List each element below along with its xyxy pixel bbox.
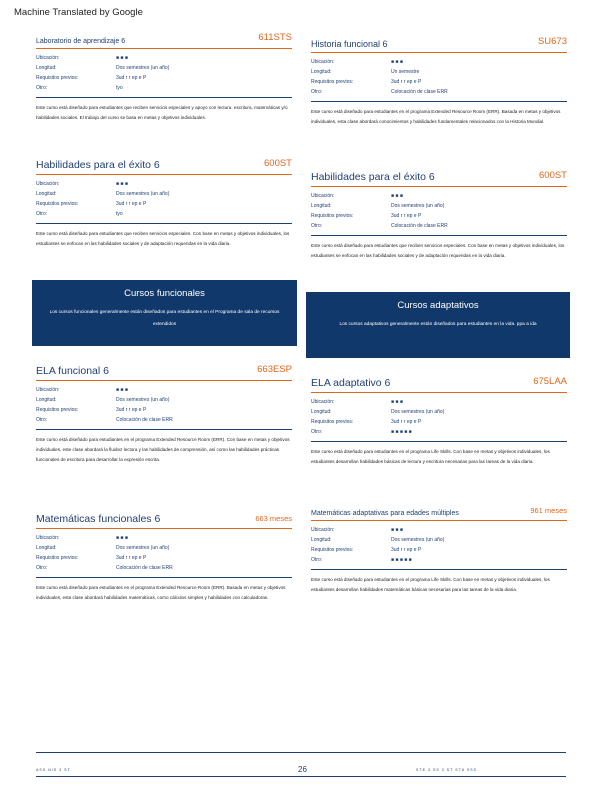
location-value: ■ ■ ■ (391, 193, 403, 199)
location-label: Ubicación: (36, 535, 60, 541)
panel-text: Los cursos adaptativos generalmente están diseñados para estudiantes en la vida. ppa a ida (339, 322, 537, 327)
course-info (311, 191, 567, 236)
course-header (36, 158, 292, 175)
course-code: 675LAA (533, 376, 567, 387)
location-label: Ubicación: (311, 399, 335, 405)
course-lab (36, 32, 292, 123)
course-info (311, 57, 567, 102)
course-code: 611STS (258, 32, 292, 43)
course-header (311, 504, 567, 521)
other-label: Otro: (311, 557, 323, 563)
location-value: ■ ■ ■ (391, 399, 403, 405)
adaptive-courses-panel (306, 292, 570, 358)
other-label: Otro: (36, 85, 48, 91)
course-info (311, 525, 567, 570)
course-header (36, 512, 292, 529)
machine-translation-banner: Machine Translated by Google (14, 7, 143, 18)
prereq-value: 3ud r r ep e P (391, 419, 422, 425)
other-value: Colocación de clase ERR (116, 565, 173, 571)
length-value: Un semestre (391, 69, 420, 75)
footer-rule-top (36, 752, 566, 753)
prereq-value: 3ud r r ep e P (116, 407, 147, 413)
panel-title: Cursos funcionales (124, 288, 205, 299)
length-label: Longitud: (311, 203, 332, 209)
length-label: Longitud: (311, 69, 332, 75)
functional-courses-panel (32, 280, 297, 346)
prereq-value: 3ud r r ep e P (391, 213, 422, 219)
other-value: Colocación de clase ERR (391, 89, 448, 95)
other-value: ■ ■ ■ ■ ■ (391, 429, 412, 435)
other-label: Otro: (311, 89, 323, 95)
course-info (36, 179, 292, 224)
course-ela-functional (36, 364, 292, 465)
other-value: Colocación de clase ERR (116, 417, 173, 423)
footer-right-text: STE 3 SS 3 ST ST8 SSS (416, 768, 478, 772)
course-code: 663ESP (257, 364, 292, 375)
course-info (36, 53, 292, 98)
course-header (311, 36, 567, 53)
location-value: ■ ■ ■ (116, 387, 128, 393)
course-description: Este curso está diseñado para estudiantes en el programa Extended Resource Room (ERR). Con base en metas y objetivos individuales, este clase abordará la fluidez lectora y las habilidades de comprensión, así como las habilidades prácticas funcionales de escritura para desarrollar la expresión escrita. (36, 437, 290, 462)
prereq-label: Requisitos previos: (311, 213, 354, 219)
course-info (36, 533, 292, 578)
panel-text: Los cursos funcionales generalmente están diseñados para estudiantes en el Programa de sala de recursos extendidos (49, 310, 280, 327)
location-label: Ubicación: (311, 193, 335, 199)
length-label: Longitud: (311, 409, 332, 415)
course-code: 961 meses (530, 506, 567, 515)
location-value: ■ ■ ■ (116, 181, 128, 187)
course-description: Este curso está diseñado para estudiantes en el programa Life Skills. Con base en metas y objetivos individuales, los estudiantes desarrollan habilidades matemáticas básicas necesarias para las tareas de la vida diaria. (311, 577, 550, 592)
course-skills-right (311, 170, 567, 261)
course-header (311, 376, 567, 393)
course-header (311, 170, 567, 187)
course-code: SU673 (537, 36, 567, 47)
course-description: Este curso está diseñado para estudiantes que reciben servicios especiales. Con base en metas y objetivos individuales, los estudiantes se enfocan en las habilidades sociales y de adaptación requeridas en la vida diaria. (311, 243, 565, 258)
location-label: Ubicación: (36, 387, 60, 393)
course-description: Este curso está diseñado para estudiantes en el programa Extended Resource Room (ERR). Basada en metas y objetivos individuales, esta clase abordará habilidades matemáticas, como cálculos simples y habilidades con calculadoras. (36, 585, 286, 600)
other-label: Otro: (36, 565, 48, 571)
course-info (311, 397, 567, 442)
location-value: ■ ■ ■ (116, 55, 128, 61)
length-value: Dos semestres (un año) (391, 203, 445, 209)
course-title: Historia funcional 6 (311, 39, 388, 49)
other-label: Otro: (36, 211, 48, 217)
course-title: Matemáticas adaptativas para edades múltiples (311, 510, 459, 517)
course-skills-left (36, 158, 292, 249)
other-value: Colocación de clase ERR (391, 223, 448, 229)
course-code: 600ST (264, 158, 292, 169)
length-value: Dos semestres (un año) (391, 537, 445, 543)
length-label: Longitud: (36, 545, 57, 551)
prereq-value: 3ud r r ep e P (116, 75, 147, 81)
course-title: Laboratorio de aprendizaje 6 (36, 38, 126, 45)
prereq-value: 3ud r r ep e P (116, 201, 147, 207)
panel-title: Cursos adaptativos (397, 300, 479, 311)
course-math-adaptive (311, 504, 567, 595)
other-value: tyo (116, 211, 123, 217)
prereq-value: 3ud r r ep e P (391, 547, 422, 553)
course-ela-adaptive (311, 376, 567, 467)
length-label: Longitud: (36, 65, 57, 71)
course-header (36, 364, 292, 381)
other-label: Otro: (36, 417, 48, 423)
length-value: Dos semestres (un año) (116, 397, 170, 403)
course-math-functional (36, 512, 292, 603)
course-header (36, 32, 292, 49)
prereq-label: Requisitos previos: (311, 79, 354, 85)
course-info (36, 385, 292, 430)
location-label: Ubicación: (36, 181, 60, 187)
prereq-label: Requisitos previos: (311, 547, 354, 553)
course-code: 663 meses (255, 514, 292, 523)
course-description: Este curso está diseñado para estudiantes en el programa Life Skills. Con base en metas y objetivos individuales, los estudiantes desarrollan habilidades básicas de lectura y escritura necesarias para las tareas de la vida diaria. (311, 449, 550, 464)
length-label: Longitud: (311, 537, 332, 543)
course-title: Habilidades para el éxito 6 (36, 159, 160, 171)
location-label: Ubicación: (311, 59, 335, 65)
course-title: ELA adaptativo 6 (311, 377, 391, 389)
location-label: Ubicación: (36, 55, 60, 61)
prereq-label: Requisitos previos: (36, 555, 79, 561)
footer-rule-bottom (36, 776, 566, 777)
location-value: ■ ■ ■ (391, 527, 403, 533)
prereq-label: Requisitos previos: (36, 201, 79, 207)
other-value: tyo (116, 85, 123, 91)
other-label: Otro: (311, 223, 323, 229)
length-value: Dos semestres (un año) (116, 65, 170, 71)
course-description: Este curso está diseñado para estudiantes en el programa Extended Resource Room (ERR). Basada en metas y objetivos individuales, esta clase abordará conocimientos y habilidades fundamentales relacionados con la Historia Mundial. (311, 109, 561, 124)
location-value: ■ ■ ■ (391, 59, 403, 65)
prereq-value: 3ud r r ep e P (116, 555, 147, 561)
course-title: Matemáticas funcionales 6 (36, 513, 161, 525)
length-value: Dos semestres (un año) (391, 409, 445, 415)
page-number: 26 (298, 765, 307, 774)
prereq-label: Requisitos previos: (36, 407, 79, 413)
other-label: Otro: (311, 429, 323, 435)
location-label: Ubicación: (311, 527, 335, 533)
course-description: Este curso está diseñado para estudiantes que reciben servicios especiales y apoyo con lectura, escritura, matemáticas y/o habilidades sociales. El trabajo del curso se basa en metas y objetivos individuales. (36, 105, 288, 120)
length-value: Dos semestres (un año) (116, 191, 170, 197)
course-code: 600ST (539, 170, 567, 181)
footer-left-text: ASS NIS 3 ST (36, 768, 71, 772)
prereq-label: Requisitos previos: (311, 419, 354, 425)
prereq-label: Requisitos previos: (36, 75, 79, 81)
course-title: ELA funcional 6 (36, 365, 109, 377)
length-label: Longitud: (36, 191, 57, 197)
course-title: Habilidades para el éxito 6 (311, 171, 435, 183)
location-value: ■ ■ ■ (116, 535, 128, 541)
prereq-value: 3ud r r ep e P (391, 79, 422, 85)
course-history-functional (311, 36, 567, 127)
length-value: Dos semestres (un año) (116, 545, 170, 551)
course-description: Este curso está diseñado para estudiantes que reciben servicios especiales. Con base en metas y objetivos individuales, los estudiantes se enfocan en las habilidades sociales y de adaptación requeridas en la vida diaria. (36, 231, 290, 246)
length-label: Longitud: (36, 397, 57, 403)
other-value: ■ ■ ■ ■ ■ (391, 557, 412, 563)
